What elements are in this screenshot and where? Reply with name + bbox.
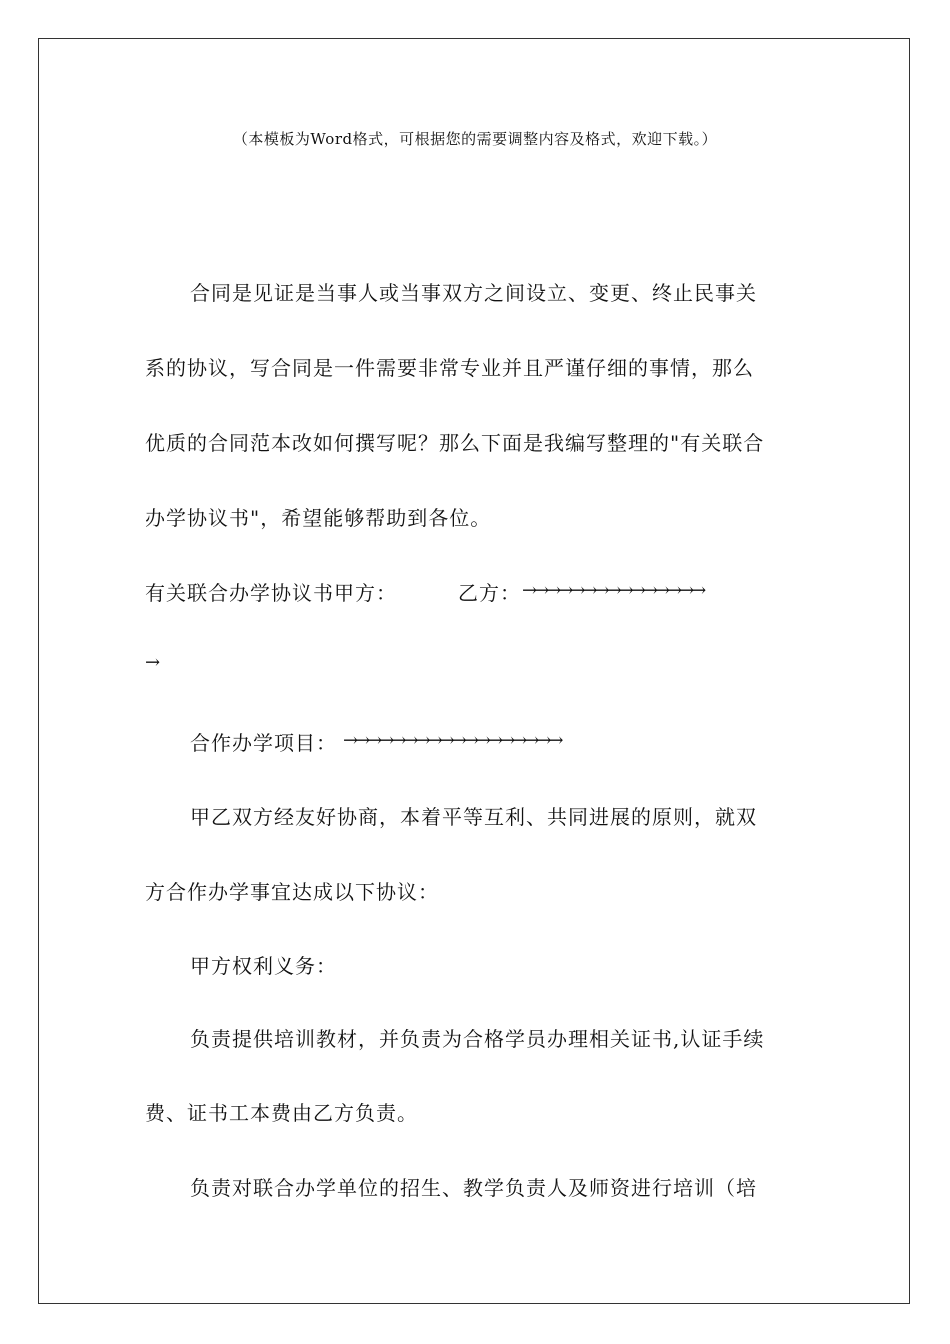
paragraph-line: 办学协议书"，希望能够帮助到各位。 <box>145 506 492 530</box>
party-a-label: 有关联合办学协议书甲方： <box>145 581 397 605</box>
template-note: （本模板为Word格式，可根据您的需要调整内容及格式，欢迎下载。） <box>232 130 718 148</box>
project-blank: →→→→→→→→→→→→→→→→→→ <box>343 730 561 751</box>
paragraph-line: 合同是见证是当事人或当事双方之间设立、变更、终止民事关 <box>190 281 757 305</box>
party-b-blank: →→→→→→→→→→→→→→→ <box>522 580 704 601</box>
party-b-label: 乙方： <box>458 581 521 605</box>
paragraph-line: 方合作办学事宜达成以下协议： <box>145 880 439 904</box>
paragraph-line: 负责对联合办学单位的招生、教学负责人及师资进行培训（培 <box>190 1176 757 1200</box>
paragraph-line: 甲乙双方经友好协商，本着平等互利、共同进展的原则，就双 <box>190 805 757 829</box>
paragraph-line: 优质的合同范本改如何撰写呢？那么下面是我编写整理的"有关联合 <box>145 431 765 455</box>
project-label: 合作办学项目： <box>190 731 337 755</box>
paragraph-line: 系的协议，写合同是一件需要非常专业并且严谨仔细的事情，那么 <box>145 356 754 380</box>
section-heading: 甲方权利义务： <box>190 954 337 978</box>
party-b-blank-cont: → <box>145 652 158 673</box>
paragraph-line: 费、证书工本费由乙方负责。 <box>145 1101 418 1125</box>
paragraph-line: 负责提供培训教材，并负责为合格学员办理相关证书,认证手续 <box>190 1027 765 1051</box>
